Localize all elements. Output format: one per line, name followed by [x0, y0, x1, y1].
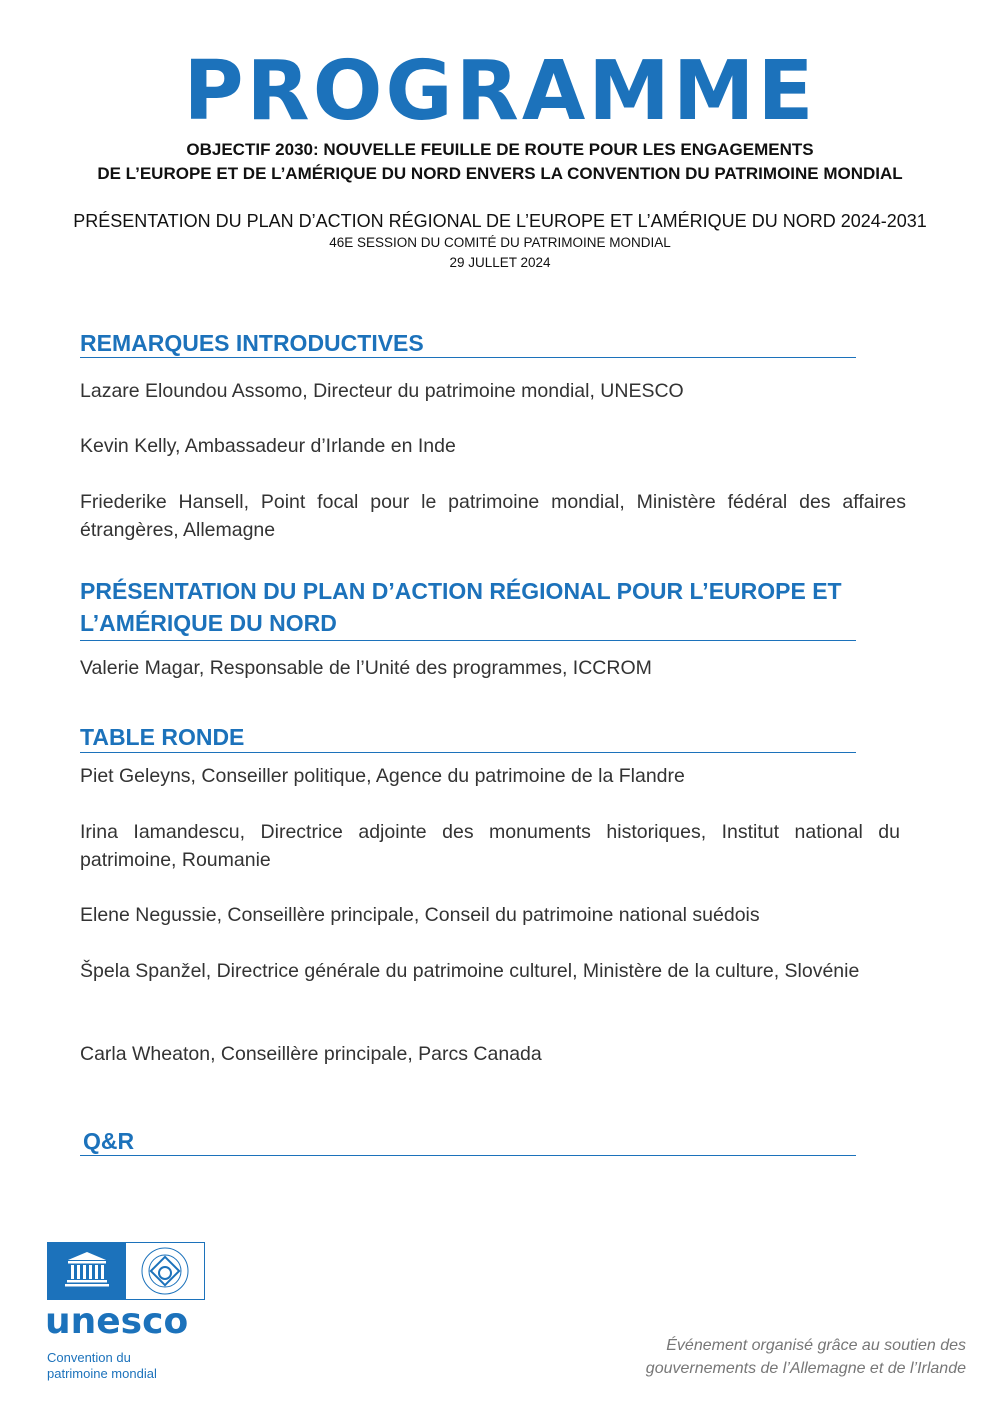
speaker-item: Kevin Kelly, Ambassadeur d’Irlande en Inde: [80, 435, 456, 457]
subtitle-line-2: DE L’EUROPE ET DE L’AMÉRIQUE DU NORD ENVERS LA CONVENTION DU PATRIMOINE MONDIAL: [97, 164, 903, 183]
speaker-item: Elene Negussie, Conseillère principale, Conseil du patrimoine national suédois: [80, 904, 760, 926]
unesco-wordmark: unesco: [45, 1301, 189, 1342]
section-divider: [80, 1155, 856, 1156]
date-line: 29 JULLET 2024: [449, 255, 551, 270]
footer-line-2: gouvernements de l’Allemagne et de l’Irlande: [645, 1360, 966, 1377]
footer-note: [606, 1334, 966, 1380]
section-divider: [80, 752, 856, 753]
section-title-presentation-line-1: PRÉSENTATION DU PLAN D’ACTION RÉGIONAL POUR L’EUROPE ET: [80, 578, 842, 604]
section-divider: [80, 640, 856, 641]
speaker-item: Piet Geleyns, Conseiller politique, Agence du patrimoine de la Flandre: [80, 765, 685, 787]
temple-svg: [48, 1243, 126, 1299]
presentation-line: PRÉSENTATION DU PLAN D’ACTION RÉGIONAL DE L’EUROPE ET L’AMÉRIQUE DU NORD 2024-2031: [73, 211, 927, 231]
world-heritage-emblem-icon: [126, 1243, 204, 1299]
unesco-temple-icon: [48, 1243, 126, 1299]
section-title-presentation-line-2: L’AMÉRIQUE DU NORD: [80, 610, 337, 636]
session-line: 46E SESSION DU COMITÉ DU PATRIMOINE MONDIAL: [329, 235, 671, 250]
section-title-intro: REMARQUES INTRODUCTIVES: [80, 330, 424, 356]
speaker-item: Irina Iamandescu, Directrice adjointe des monuments historiques, Institut national du patrimoine, Roumanie: [80, 821, 900, 871]
section-title-roundtable: TABLE RONDE: [80, 724, 245, 750]
logo-caption-line-2: patrimoine mondial: [47, 1366, 157, 1381]
speaker-item: Friederike Hansell, Point focal pour le patrimoine mondial, Ministère fédéral des affaires étrangères, Allemagne: [80, 491, 906, 541]
logo-caption-line-1: Convention du: [47, 1350, 131, 1365]
footer-line-1: Événement organisé grâce au soutien des: [666, 1337, 966, 1354]
emblem-svg: [126, 1243, 204, 1299]
speaker-item: Carla Wheaton, Conseillère principale, Parcs Canada: [80, 1043, 542, 1065]
speaker-item: Valerie Magar, Responsable de l’Unité des programmes, ICCROM: [80, 657, 652, 679]
speaker-item: Lazare Eloundou Assomo, Directeur du patrimoine mondial, UNESCO: [80, 380, 684, 402]
unesco-logo-box: [47, 1242, 205, 1300]
speaker-item: Špela Spanžel, Directrice générale du patrimoine culturel, Ministère de la culture, Slovénie: [80, 960, 860, 982]
subtitle-line-1: OBJECTIF 2030: NOUVELLE FEUILLE DE ROUTE POUR LES ENGAGEMENTS: [186, 140, 814, 159]
section-divider: [80, 357, 856, 358]
section-title-qa: Q&R: [83, 1128, 135, 1154]
page-title: PROGRAMME: [183, 44, 817, 139]
logo-caption: [47, 1350, 157, 1382]
